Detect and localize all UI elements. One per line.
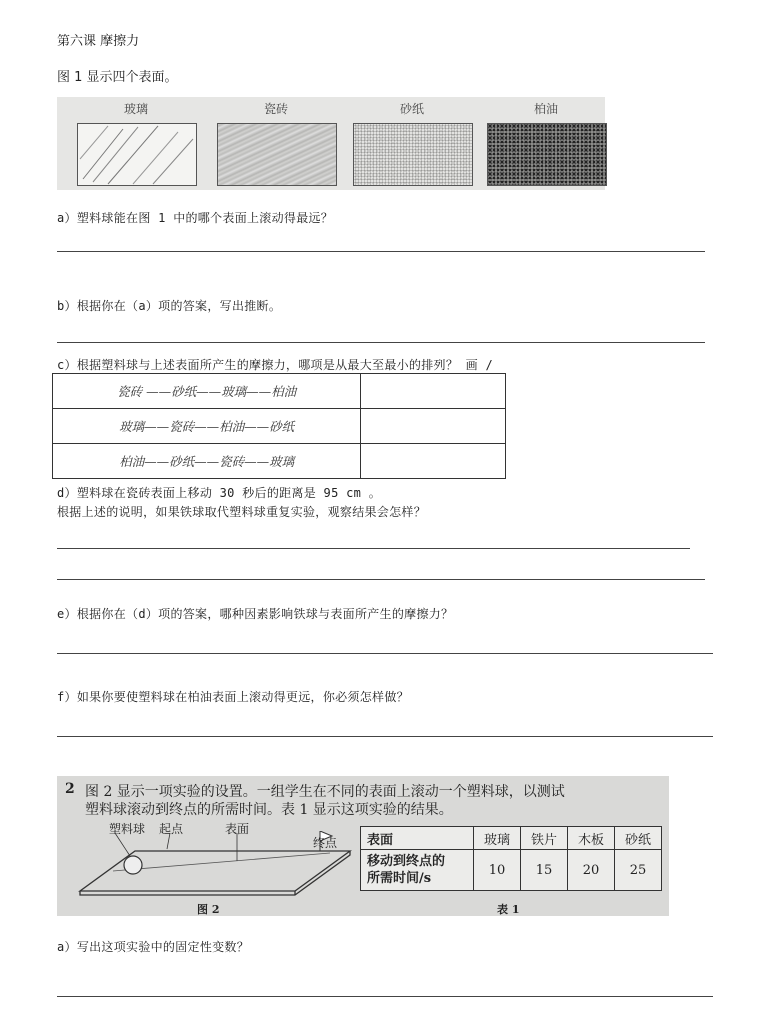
results-table xyxy=(360,826,662,891)
option-table xyxy=(52,373,506,479)
surface-cell: 砂纸 xyxy=(615,827,662,850)
table-row xyxy=(361,827,662,850)
answer-line-2a[interactable] xyxy=(57,996,713,997)
table1-caption: 表 1 xyxy=(497,903,520,916)
time-cell: 25 xyxy=(615,850,662,891)
figure1-caption: 图 1 显示四个表面。 xyxy=(57,70,178,85)
surface-cell: 玻璃 xyxy=(474,827,521,850)
row-label xyxy=(361,850,474,891)
lesson-title: 第六课 摩擦力 xyxy=(57,34,140,49)
question-c: c）根据塑料球与上述表面所产生的摩擦力，哪项是从最大至最小的排列？ 画 / xyxy=(57,358,494,372)
table-row xyxy=(53,374,506,409)
tick-box[interactable] xyxy=(361,374,506,409)
answer-line-a[interactable] xyxy=(57,251,705,252)
question-e: e）根据你在（d）项的答案，哪种因素影响铁球与表面所产生的摩擦力？ xyxy=(57,607,454,621)
section2-question-a: a）写出这项实验中的固定性变数？ xyxy=(57,940,250,954)
ball-icon xyxy=(124,856,142,874)
surface-label-sandpaper: 砂纸 xyxy=(399,102,424,116)
section2-intro-2: 塑料球滚动到终点的所需时间。表 1 显示这项实验的结果。 xyxy=(85,802,453,818)
figure1-image xyxy=(57,97,605,190)
figure2-caption: 图 2 xyxy=(197,903,220,916)
time-cell: 20 xyxy=(568,850,615,891)
surface-cell: 铁片 xyxy=(521,827,568,850)
answer-line-e[interactable] xyxy=(57,653,713,654)
tick-box[interactable] xyxy=(361,444,506,479)
section2-number: 2 xyxy=(65,781,75,797)
table-row xyxy=(53,409,506,444)
surface-cell: 木板 xyxy=(568,827,615,850)
tick-box[interactable] xyxy=(361,409,506,444)
question-d-sub: 根据上述的说明，如果铁球取代塑料球重复实验，观察结果会怎样？ xyxy=(57,505,427,519)
section2-intro-1: 图 2 显示一项实验的设置。一组学生在不同的表面上滚动一个塑料球，以测试 xyxy=(85,784,565,800)
label-start: 起点 xyxy=(159,822,184,836)
option-text: 玻璃——瓷砖——柏油——砂纸 xyxy=(53,409,361,444)
answer-line-d2[interactable] xyxy=(57,579,705,580)
row-label-line1: 移动到终点的 xyxy=(367,854,446,869)
surface-label-glass: 玻璃 xyxy=(123,102,148,116)
answer-line-f[interactable] xyxy=(57,736,713,737)
surface-label-tile: 瓷砖 xyxy=(263,102,288,116)
label-ball: 塑料球 xyxy=(109,822,146,836)
header-surface: 表面 xyxy=(361,827,474,850)
sandpaper-surface-icon xyxy=(353,123,473,186)
time-cell: 15 xyxy=(521,850,568,891)
option-text: 柏油——砂纸——瓷砖——玻璃 xyxy=(53,444,361,479)
asphalt-surface-icon xyxy=(487,123,607,186)
label-surface: 表面 xyxy=(225,822,250,836)
surface-label-asphalt: 柏油 xyxy=(533,102,558,116)
table-row xyxy=(53,444,506,479)
answer-line-b[interactable] xyxy=(57,342,705,343)
option-text: 瓷砖 ——砂纸——玻璃——柏油 xyxy=(53,374,361,409)
question-b: b）根据你在（a）项的答案，写出推断。 xyxy=(57,299,282,313)
section2-image xyxy=(57,776,669,916)
row-label-line2: 所需时间/s xyxy=(367,871,432,886)
question-d: d）塑料球在瓷砖表面上移动 30 秒后的距离是 95 cm 。 xyxy=(57,486,381,500)
glass-surface-icon xyxy=(77,123,197,186)
label-end: 终点 xyxy=(313,836,338,850)
tile-surface-icon xyxy=(217,123,337,186)
table-row xyxy=(361,850,662,891)
question-f: f）如果你要使塑料球在柏油表面上滚动得更远，你必须怎样做？ xyxy=(57,690,409,704)
question-a: a）塑料球能在图 1 中的哪个表面上滚动得最远？ xyxy=(57,211,334,225)
time-cell: 10 xyxy=(474,850,521,891)
answer-line-d1[interactable] xyxy=(57,548,690,549)
